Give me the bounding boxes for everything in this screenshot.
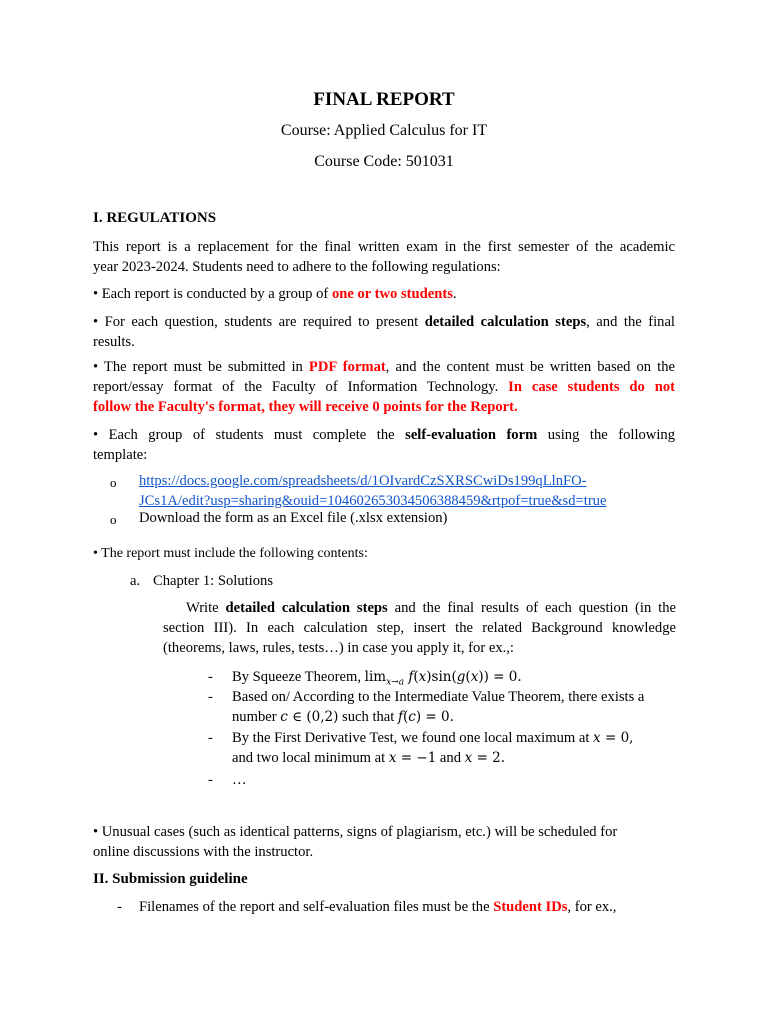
body-text: and the final results of each question (in the — [387, 600, 676, 616]
example-first-derivative — [232, 728, 676, 768]
emphasis-text: follow the Faculty's format, they will receive 0 points for the Report. — [93, 399, 518, 415]
example-ellipsis: … — [232, 772, 247, 788]
bullet-text: . — [452, 286, 457, 302]
body-text: and two local minimum at — [232, 750, 389, 766]
bold-text: self-evaluation form — [405, 427, 538, 443]
math-expression: x = 2. — [464, 750, 506, 766]
math-expression: f(c) = 0. — [397, 709, 454, 725]
dash-marker: - — [208, 772, 213, 788]
math-expression: $\lim_{x\to a} f(x)\sin(g(x)) = 0$. — [364, 669, 522, 688]
bullet-text: , and the content must be written based on the — [385, 359, 675, 375]
bullet-text: report/essay format of the Faculty of Information Technology. — [93, 379, 509, 395]
example-ivt — [232, 687, 676, 727]
bullet-text: • For each question, students are required to present — [93, 314, 425, 330]
body-text: and — [436, 750, 465, 766]
sub-bullet-marker: o — [110, 475, 117, 490]
body-text: By the First Derivative Test, we found one local maximum at — [232, 730, 594, 746]
template-link-line-1[interactable]: https://docs.google.com/spreadsheets/d/1OIvardCzSXRSCwiDs199qLlnFO- — [139, 473, 587, 489]
emphasis-text: one or two students — [331, 286, 453, 302]
download-instruction: Download the form as an Excel file (.xlsx extension) — [139, 510, 448, 526]
bold-text: detailed calculation steps — [225, 600, 388, 616]
course-name: Course: Applied Calculus for IT — [280, 122, 488, 139]
math-expression: x = −1 — [388, 750, 437, 766]
bullet-text: template: — [93, 447, 148, 463]
dash-marker: - — [208, 669, 213, 685]
template-link[interactable] — [139, 471, 679, 511]
page-title: FINAL REPORT — [313, 89, 455, 110]
bullet-group-size — [93, 284, 675, 304]
body-text: Based on/ According to the Intermediate Value Theorem, there exists a — [232, 689, 645, 705]
chapter-description — [163, 598, 676, 658]
body-text: , for ex., — [567, 899, 617, 915]
template-link-line-2[interactable]: JCs1A/edit?usp=sharing&ouid=104602653034506388459&rtpof=true&sd=true — [139, 493, 607, 509]
math-expression: c ∈ (0,2) — [280, 709, 339, 725]
dash-marker: - — [208, 689, 213, 705]
course-code: Course Code: 501031 — [314, 153, 454, 170]
intro-line-1: This report is a replacement for the final written exam in the first semester of the academic — [93, 239, 675, 255]
body-text: Filenames of the report and self-evaluation files must be the — [139, 899, 494, 915]
body-text: section III). In each calculation step, insert the related Background knowledge — [163, 620, 676, 636]
intro-paragraph — [93, 237, 675, 277]
bullet-calculation-steps — [93, 312, 675, 352]
section-heading-submission: II. Submission guideline — [93, 871, 248, 887]
bullet-text: • Each report is conducted by a group of — [93, 286, 332, 302]
body-text: • Unusual cases (such as identical patterns, signs of plagiarism, etc.) will be scheduled for — [93, 824, 618, 840]
bullet-text: , and the final — [586, 314, 675, 330]
bullet-unusual-cases — [93, 822, 675, 862]
bullet-self-evaluation — [93, 425, 675, 465]
math-expression: x = 0, — [593, 730, 634, 746]
dash-marker: - — [208, 730, 213, 746]
bullet-text: • Each group of students must complete the — [93, 427, 406, 443]
section-heading-regulations: I. REGULATIONS — [93, 210, 217, 226]
list-marker: a. — [130, 573, 141, 589]
emphasis-text: In case students do not — [508, 379, 675, 395]
emphasis-text: Student IDs — [493, 899, 568, 915]
body-text: (theorems, laws, rules, tests…) in case you apply it, for ex.,: — [163, 640, 514, 656]
bullet-pdf-format — [93, 357, 675, 417]
dash-marker: - — [117, 899, 122, 915]
bullet-text: using the following — [537, 427, 675, 443]
submission-item — [139, 897, 679, 917]
body-text: online discussions with the instructor. — [93, 844, 314, 860]
chapter-title: Chapter 1: Solutions — [153, 573, 273, 589]
bullet-text: results. — [93, 334, 135, 350]
body-text: number — [232, 709, 281, 725]
bullet-text: • The report must be submitted in — [93, 359, 309, 375]
body-text: Write — [186, 600, 226, 616]
body-text: such that — [338, 709, 398, 725]
sub-bullet-marker: o — [110, 512, 117, 527]
body-text: By Squeeze Theorem, — [232, 669, 365, 685]
emphasis-text: PDF format — [308, 359, 386, 375]
bullet-contents: • The report must include the following contents: — [93, 546, 368, 561]
intro-line-2: year 2023-2024. Students need to adhere to the following regulations: — [93, 259, 501, 275]
bold-text: detailed calculation steps — [424, 314, 587, 330]
